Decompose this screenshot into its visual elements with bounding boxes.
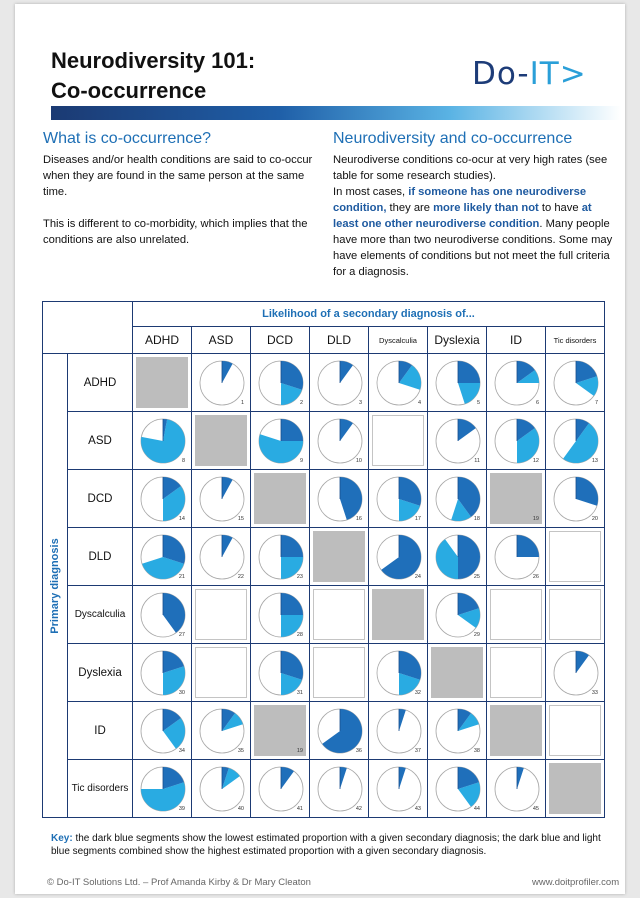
co-occurrence-table	[42, 301, 605, 818]
reference-number: 31	[296, 690, 303, 696]
reference-number: 42	[355, 806, 362, 812]
matrix-cell	[487, 760, 546, 818]
pie-lowest-segment	[517, 535, 539, 557]
matrix-cell	[369, 760, 428, 818]
matrix-cell	[546, 586, 605, 644]
no-data-cell	[195, 589, 247, 640]
reference-number: 17	[414, 516, 421, 522]
matrix-cell	[251, 644, 310, 702]
matrix-cell	[369, 528, 428, 586]
key-legend: Key: the dark blue segments show the lowest estimated proportion with a given secondary diagnosis; the dark blue and light blue segments combined show the highest estimated proportion with a given secondary diagnosis.	[51, 833, 601, 857]
matrix-cell	[487, 412, 546, 470]
row-header: Dyscalculia	[68, 586, 133, 644]
reference-number: 38	[473, 748, 480, 754]
footer-website: www.doitprofiler.com	[532, 877, 620, 888]
header-gradient-rule	[51, 106, 621, 120]
reference-number: 35	[237, 748, 244, 754]
reference-number: 34	[178, 748, 185, 754]
same-condition-cell	[313, 531, 365, 582]
matrix-cell	[251, 702, 310, 760]
reference-number: 21	[178, 574, 185, 580]
same-condition-cell	[136, 357, 188, 408]
matrix-cell	[133, 760, 192, 818]
pie-chart	[434, 359, 482, 407]
pie-chart	[257, 359, 305, 407]
reference-number: 19	[296, 748, 303, 754]
matrix-cell	[310, 470, 369, 528]
reference-number: 22	[237, 574, 244, 580]
same-condition-cell	[372, 589, 424, 640]
matrix-cell	[369, 586, 428, 644]
reference-number: 41	[296, 806, 303, 812]
matrix-cell	[192, 586, 251, 644]
reference-number: 8	[181, 458, 185, 464]
reference-number: 15	[237, 516, 244, 522]
column-header: ASD	[192, 327, 251, 354]
same-condition-cell	[549, 763, 601, 814]
matrix-cell	[251, 586, 310, 644]
matrix-cell	[133, 702, 192, 760]
matrix-cell	[310, 760, 369, 818]
matrix-cell	[487, 586, 546, 644]
column-header: ID	[487, 327, 546, 354]
row-header: Tic disorders	[68, 760, 133, 818]
matrix-cell	[546, 702, 605, 760]
matrix-cell	[251, 470, 310, 528]
reference-number: 11	[474, 458, 480, 464]
matrix-cell	[133, 354, 192, 412]
reference-number: 28	[296, 632, 303, 638]
row-header: ASD	[68, 412, 133, 470]
matrix-cell	[192, 644, 251, 702]
matrix-cell	[546, 644, 605, 702]
reference-number: 27	[178, 632, 185, 638]
pie-chart	[257, 417, 305, 465]
pie-lowest-segment	[281, 593, 303, 615]
matrix-cell	[310, 528, 369, 586]
no-data-cell	[313, 647, 365, 698]
table-header: Likelihood of a secondary diagnosis of...	[133, 302, 605, 327]
pie-chart	[198, 359, 246, 407]
reference-number: 37	[414, 748, 421, 754]
do-it-logo: Do-IT>	[472, 56, 587, 92]
reference-number: 44	[473, 806, 480, 812]
row-header: ADHD	[68, 354, 133, 412]
reference-number: 16	[355, 516, 362, 522]
pie-lowest-segment	[458, 361, 480, 383]
matrix-cell	[251, 412, 310, 470]
pie-lowest-segment	[458, 535, 480, 579]
matrix-cell	[133, 412, 192, 470]
matrix-cell	[192, 354, 251, 412]
reference-number: 45	[532, 806, 539, 812]
column-header: Dyscalculia	[369, 327, 428, 354]
matrix-cell	[487, 354, 546, 412]
no-data-cell	[490, 647, 542, 698]
reference-number: 32	[414, 690, 421, 696]
matrix-cell	[133, 470, 192, 528]
reference-number: 6	[535, 400, 539, 406]
reference-number: 23	[296, 574, 303, 580]
same-condition-cell	[254, 473, 306, 524]
reference-number: 20	[591, 516, 598, 522]
footer-copyright: © Do-IT Solutions Ltd. – Prof Amanda Kirby & Dr Mary Cleaton	[47, 877, 311, 888]
matrix-cell	[428, 354, 487, 412]
matrix-cell	[369, 470, 428, 528]
matrix-cell	[546, 354, 605, 412]
matrix-cell	[192, 760, 251, 818]
reference-number: 14	[178, 516, 185, 522]
column-header: DLD	[310, 327, 369, 354]
matrix-cell	[192, 412, 251, 470]
what-is-heading: What is co-occurrence?	[43, 130, 212, 147]
reference-number: 39	[178, 806, 185, 812]
matrix-cell	[192, 470, 251, 528]
left-column	[43, 130, 313, 248]
matrix-cell	[428, 644, 487, 702]
reference-number: 13	[591, 458, 598, 464]
matrix-cell	[310, 586, 369, 644]
row-header: DCD	[68, 470, 133, 528]
no-data-cell	[313, 589, 365, 640]
reference-number: 18	[473, 516, 480, 522]
matrix-cell	[133, 644, 192, 702]
matrix-cell	[192, 702, 251, 760]
left-paragraph-1: Diseases and/or health conditions are said to co-occur when they are found in the same person at the same time.	[43, 154, 313, 198]
same-condition-cell	[490, 705, 542, 756]
same-condition-cell	[431, 647, 483, 698]
left-paragraph-2: This is different to co-morbidity, which implies that the conditions are also unrelated.	[43, 218, 308, 246]
matrix-cell	[546, 528, 605, 586]
table-corner	[43, 302, 133, 354]
row-header: DLD	[68, 528, 133, 586]
reference-number: 19	[532, 516, 539, 522]
matrix-cell	[546, 470, 605, 528]
matrix-cell	[428, 702, 487, 760]
matrix-cell	[428, 760, 487, 818]
pie-chart	[375, 359, 423, 407]
reference-number: 24	[414, 574, 421, 580]
matrix-cell	[369, 412, 428, 470]
pie-lowest-segment	[281, 535, 303, 557]
no-data-cell	[195, 647, 247, 698]
no-data-cell	[549, 589, 601, 640]
matrix-cell	[251, 354, 310, 412]
matrix-cell	[369, 354, 428, 412]
matrix-cell	[310, 702, 369, 760]
no-data-cell	[549, 531, 601, 582]
matrix-cell	[369, 644, 428, 702]
page-title: Neurodiversity 101: Co-occurrence	[51, 48, 256, 103]
reference-number: 29	[473, 632, 480, 638]
matrix-cell	[546, 760, 605, 818]
reference-number: 40	[237, 806, 244, 812]
matrix-cell	[428, 412, 487, 470]
reference-number: 10	[355, 458, 362, 464]
reference-number: 9	[299, 458, 303, 464]
pie-chart	[139, 417, 187, 465]
row-header: Dyslexia	[68, 644, 133, 702]
column-header: Tic disorders	[546, 327, 605, 354]
matrix-cell	[133, 528, 192, 586]
reference-number: 7	[594, 400, 598, 406]
pie-chart	[316, 359, 364, 407]
right-paragraph-2: In most cases, if someone has one neurodiverse condition, they are more likely than not to have at least one other neurodiverse condition. Many people have more than two neurodiverse conditions. Some may have elements of conditions but not meet the full criteria for a diagnosis.	[333, 186, 613, 278]
reference-number: 5	[476, 400, 480, 406]
column-header: DCD	[251, 327, 310, 354]
matrix-cell	[487, 528, 546, 586]
matrix-cell	[487, 644, 546, 702]
reference-number: 12	[532, 458, 539, 464]
matrix-cell	[428, 586, 487, 644]
matrix-cell	[192, 528, 251, 586]
neurodiversity-heading: Neurodiversity and co-occurrence	[333, 130, 573, 147]
column-header: Dyslexia	[428, 327, 487, 354]
no-data-cell	[490, 589, 542, 640]
matrix-cell	[487, 470, 546, 528]
reference-number: 43	[414, 806, 421, 812]
matrix-cell	[133, 586, 192, 644]
matrix-cell	[310, 644, 369, 702]
pie-chart	[552, 359, 600, 407]
reference-number: 26	[532, 574, 539, 580]
reference-number: 4	[417, 400, 421, 406]
reference-number: 3	[358, 400, 362, 406]
reference-number: 25	[473, 574, 480, 580]
matrix-cell	[428, 470, 487, 528]
right-column	[333, 130, 613, 280]
matrix-cell	[487, 702, 546, 760]
no-data-cell	[372, 415, 424, 466]
column-header: ADHD	[133, 327, 192, 354]
reference-number: 30	[178, 690, 185, 696]
same-condition-cell	[195, 415, 247, 466]
reference-number: 1	[240, 400, 244, 406]
primary-diagnosis-text: Primary diagnosis	[49, 537, 61, 634]
matrix-cell	[310, 412, 369, 470]
matrix-cell	[428, 528, 487, 586]
no-data-cell	[549, 705, 601, 756]
pie-chart	[493, 359, 541, 407]
matrix-cell	[251, 528, 310, 586]
matrix-cell	[369, 702, 428, 760]
pie-lowest-segment	[281, 419, 303, 441]
page	[15, 4, 625, 894]
reference-number: 36	[355, 748, 362, 754]
reference-number: 2	[299, 400, 303, 406]
matrix-cell	[546, 412, 605, 470]
right-paragraph-1: Neurodiverse conditions co-ocur at very high rates (see table for some research studies).	[333, 154, 608, 182]
reference-number: 33	[591, 690, 598, 696]
primary-diagnosis-label	[43, 354, 68, 818]
row-header: ID	[68, 702, 133, 760]
matrix-cell	[251, 760, 310, 818]
matrix-cell	[310, 354, 369, 412]
